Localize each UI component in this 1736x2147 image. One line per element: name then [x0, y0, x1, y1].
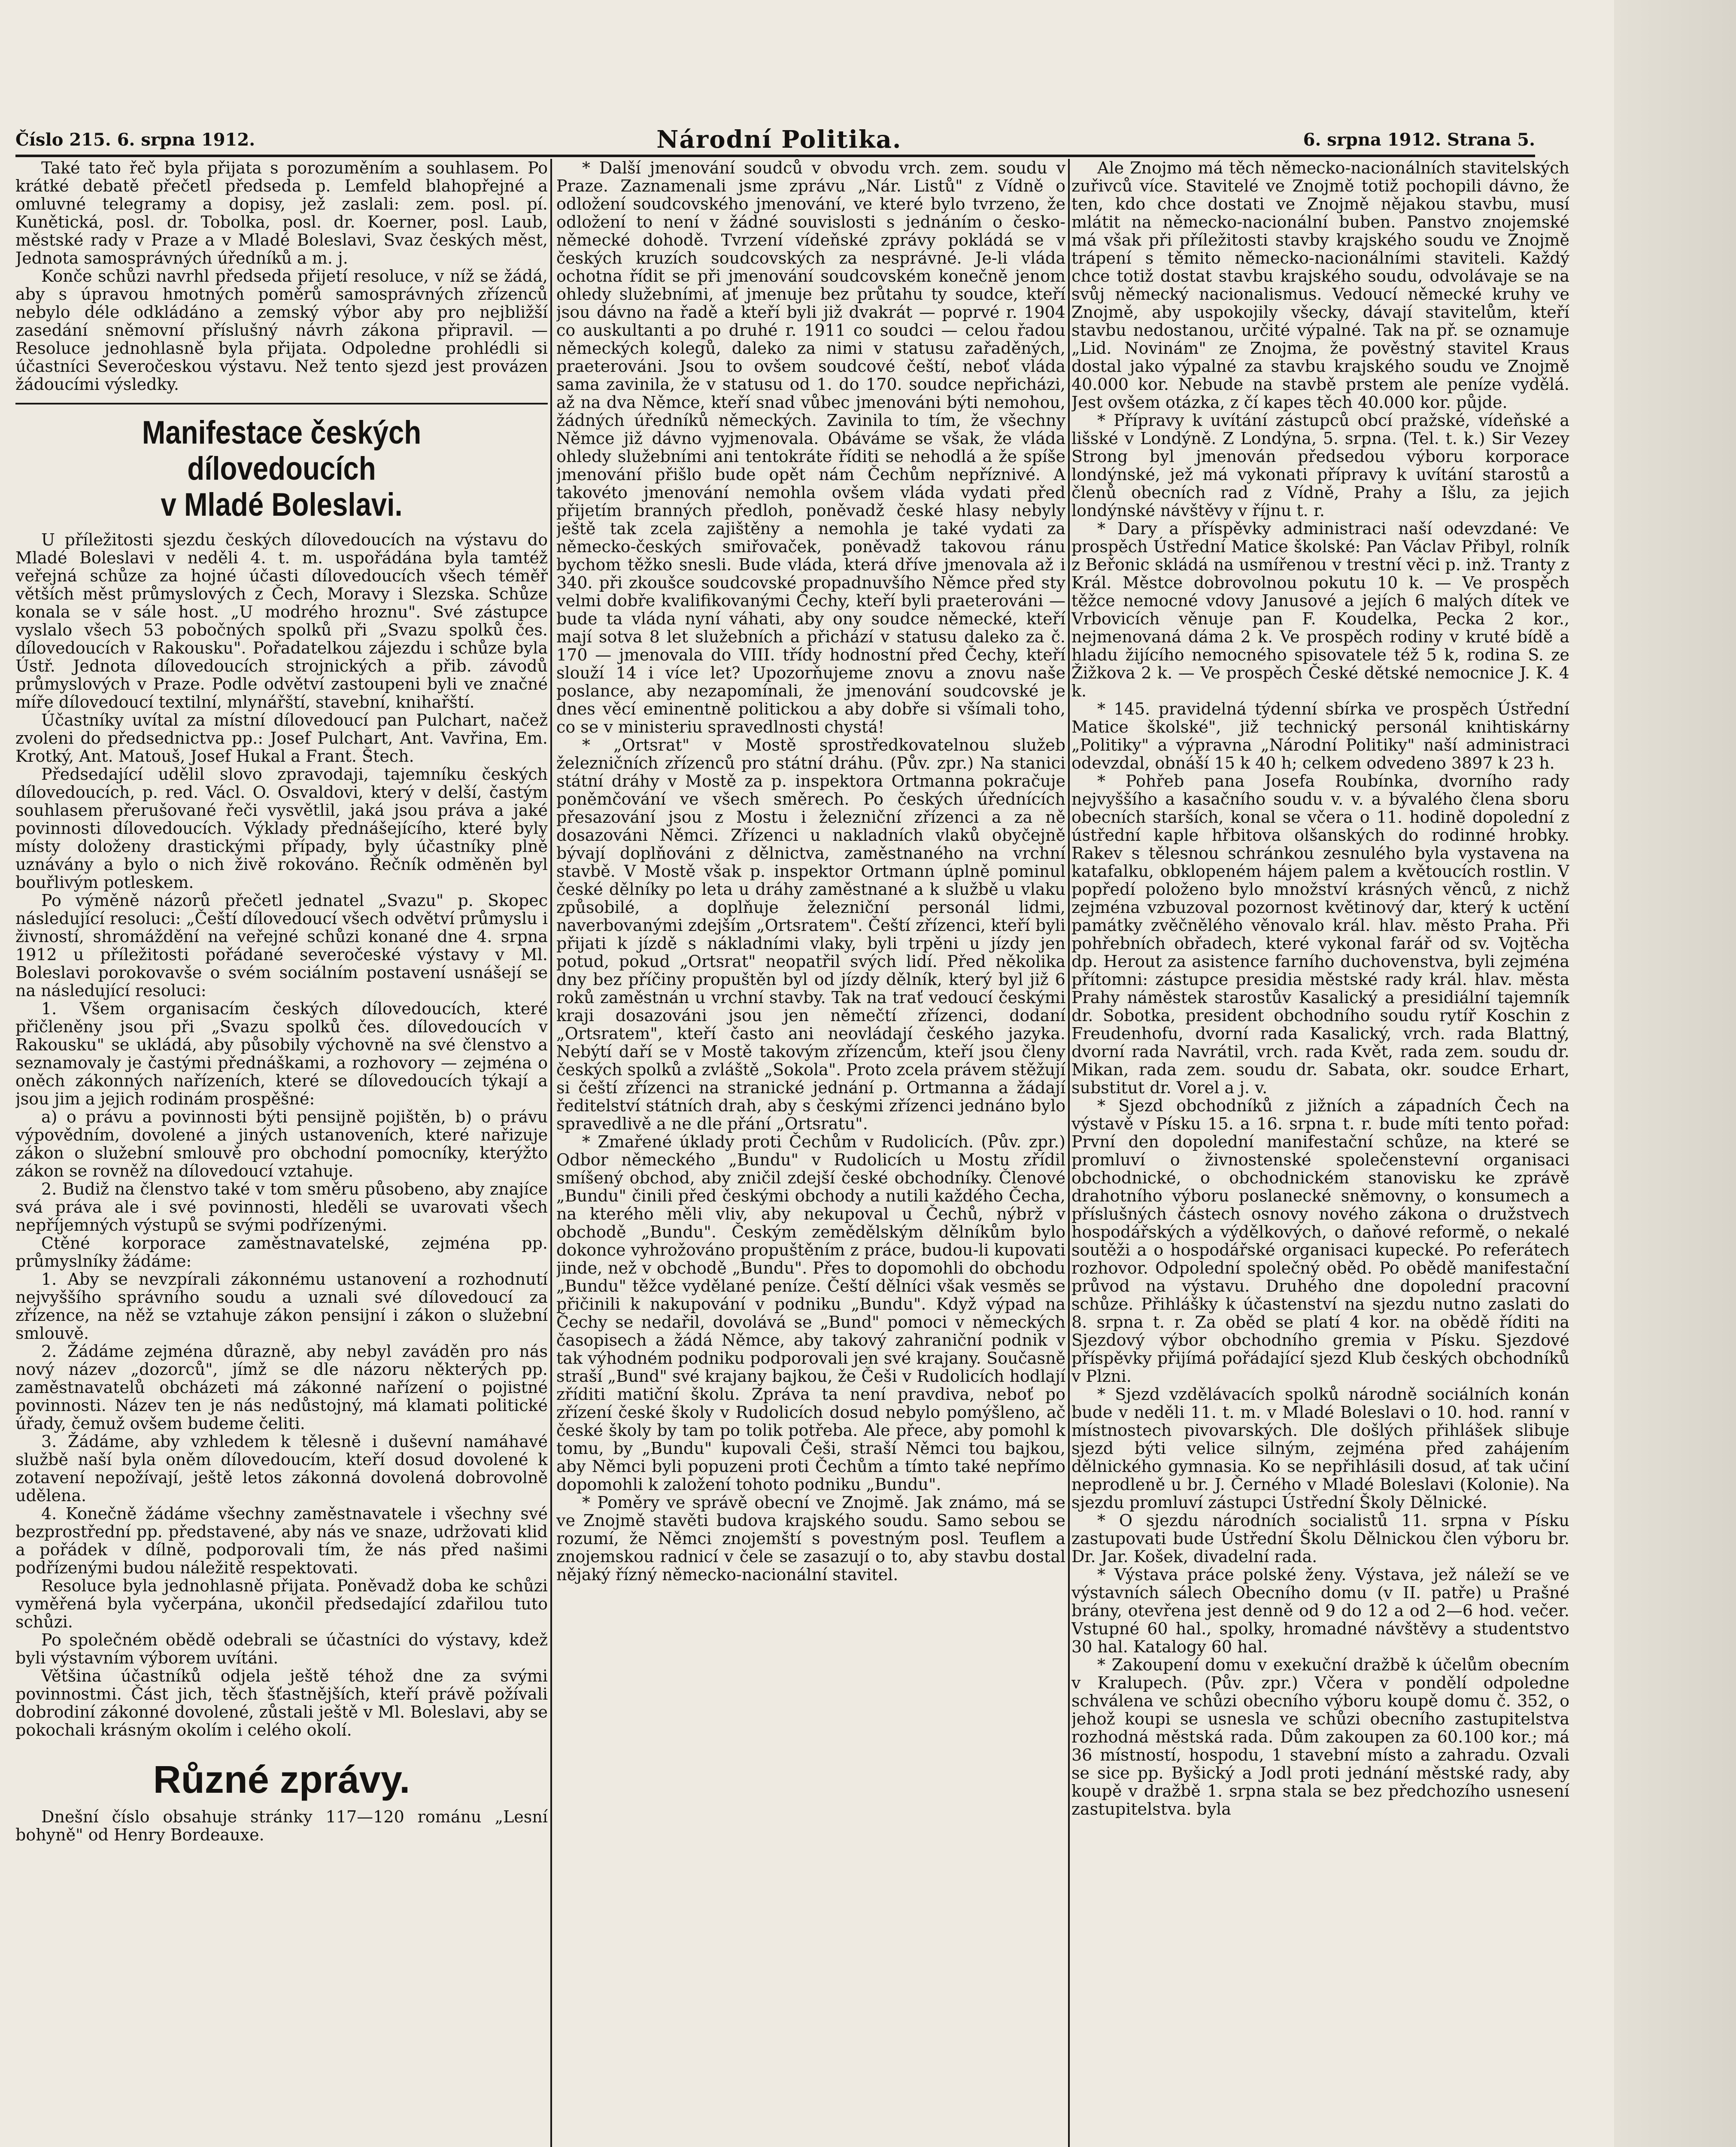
article-paragraph: Účastníky uvítal za místní dílovedoucí pan Pulchart, načež zvoleni do předsednictva pp.: Josef Pulchart, Ant. Vavřina, Em. Krotký, Ant. Matouš, Josef Hukal a Frant. Štech. — [15, 711, 548, 766]
article-paragraph: U příležitosti sjezdu českých dílovedoucích na výstavu do Mladé Boleslavi v neděli 4. t. m. uspořádána byla tamtéž veřejná schůze za hojné účasti dílovedoucích všech téměř větších měst průmyslových z Čech, Moravy i Slezska. Schůze konala se v sále host. „U modrého hroznu". Své zástupce vyslalo všech 53 pobočných spolků při „Svazu spolků čes. dílovedoucích v Rakousku". Pořadatelkou zájezdu i schůze byla Ústř. Jednota dílovedoucích strojnických a přib. závodů průmyslových v Praze. Podle odvětví zastoupeni byli ve značné míře dílovedoucí textilní, mlynářští, stavební, knihařští. — [15, 530, 548, 712]
article-paragraph: Ctěné korporace zaměstnavatelské, zejména pp. průmyslníky žádáme: — [15, 1234, 548, 1271]
column-left — [15, 159, 548, 2147]
news-item: * Zmařené úklady proti Čechům v Rudolicích. (Pův. zpr.) Odbor německého „Bundu" v Rudolicích u Mostu zřídil smíšený obchod, aby zničil zdejší české obchodníky. Členové „Bundu" činili před českými obchody a nutili každého Čecha, na kterého měli vliv, aby nekupoval u Čechů, nýbrž v obchodě „Bundu". Českým zemědělským dělníkům bylo dokonce vyhrožováno propuštěním z práce, budou-li kupovati jinde, než v obchodě „Bundu". Přes to dopomohli do obchodu „Bundu" těžce vydělané peníze. Čeští dělníci však vesměs se přičinili k nakupování v podniku „Bundu". Když výpad na Čechy se nedařil, dovolává se „Bund" pomoci v německých časopisech a žádá Němce, aby takový zahraniční podnik v tak výhodném podniku podporovali jen své krajany. Současně straší „Bund" své krajany bajkou, že Češi v Rudolicích hodlají zříditi matiční školu. Zpráva ta není pravdiva, neboť po zřízení české školy v Rudolicích dosud nebylo pomýšleno, ač české školy by tam po tolik potřeba. Ale přece, aby pomohl k tomu, by „Bundu" kupovali Češi, straší Němci tou bajkou, aby Němci byli popuzeni proti Čechům a tímto také nepřímo dopomohli k založení tohoto podniku „Bundu". — [556, 1132, 1065, 1494]
article-paragraph: 4. Konečně žádáme všechny zaměstnavatele i všechny své bezprostřední pp. představené, aby nás ve snaze, udržovati klid a pořádek v dílně, podporovali tím, že nás před našimi podřízenými budou náležitě respektovati. — [15, 1504, 548, 1577]
article-paragraph: Konče schůzi navrhl předseda přijetí resoluce, v níž se žádá, aby s úpravou hmotných poměrů samosprávných zřízenců nebylo déle odkládáno a zemský výbor aby pro nejbližší zasedání sněmovní příslušný návrh zákona připravil. — Resoluce jednohlasně byla přijata. Odpoledne prohlédli si účastníci Severočeskou výstavu. Než tento sjezd jest provázen žádoucími výsledky. — [15, 267, 548, 394]
column-right — [1071, 159, 1569, 2147]
headline-line: Manifestace českých dílovedoucích — [142, 414, 422, 487]
article-paragraph: a) o právu a povinnosti býti pensijně pojištěn, b) o právu výpovědním, dovolené a jiných ustanoveních, které nařizuje zákon o služební smlouvě pro obchodní pomocníky, kterýžto zákon se rovněž na dílovedoucí vztahuje. — [15, 1107, 548, 1180]
header-rule — [15, 155, 1535, 157]
article-paragraph: 2. Žádáme zejména důrazně, aby nebyl zaváděn pro nás nový název „dozorců", jímž se dle názoru některých pp. zaměstnavatelů obcházeti má zákonné nařízení o pojistné povinnosti. Název ten je nás nedůstojný, má klamati politické úřady, čemuž ovšem budeme čeliti. — [15, 1342, 548, 1433]
article-paragraph: Po výměně názorů přečetl jednatel „Svazu" p. Skopec následující resoluci: „Čeští dílovedoucí všech odvětví průmyslu i živností, shromáždění na veřejné schůzi konané dne 4. srpna 1912 u příležitosti pořádané severočeské výstavy v Ml. Boleslavi porokovavše o svém sociálním postavení usnášejí se na následující resoluci: — [15, 891, 548, 1000]
article-paragraph: 1. Aby se nevzpírali zákonnému ustanovení a rozhodnutí nejvyššího správního soudu a uznali své dílovedoucí za zřízence, na něž se vztahuje zákon pensijní i zákon o služební smlouvě. — [15, 1270, 548, 1343]
article-paragraph: 1. Všem organisacím českých dílovedoucích, které přičleněny jsou při „Svazu spolků čes. dílovedoucích v Rakousku" se ukládá, aby působily výchovně na své členstvo a seznamovaly je častými přednáškami, a rozhovory — zejména o oněch zákonných nařízeních, které se dílovedoucích týkají a jsou jim a jejich rodinám prospěšné: — [15, 999, 548, 1108]
news-item: * Výstava práce polské ženy. Výstava, jež náleží se ve výstavních sálech Obecního domu (v II. patře) u Prašné brány, otevřena jest denně od 9 do 12 a od 2—6 hod. večer. Vstupné 60 hal., spolky, hromadné návštěvy a studentstvo 30 hal. Katalogy 60 hal. — [1071, 1565, 1569, 1656]
section-headline: Různé zprávy. — [153, 1758, 410, 1801]
news-item: * Pohřeb pana Josefa Roubínka, dvorního rady nejvyššího a kasačního soudu v. v. a bývalého člena sboru obecních starších, konal se včera o 11. hodině dopolední z ústřední kaple hřbitova olšanských do rodinné hrobky. Rakev s tělesnou schránkou zesnulého byla vystavena na katafalku, obklopeném hájem palem a květoucích rostlin. V popředí položeno bylo množství krásných věnců, z nichž zejména vzbuzoval pozornost květinový dar, který k uctění památky zvěčnělého věnovalo král. hlav. město Praha. Při pohřebních obřadech, které vykonal farář od sv. Vojtěcha dp. Herout za asistence farního duchovenstva, byli zejména přítomni: zástupce presidia městské rady král. hlav. města Prahy náměstek starostův Kasalický a presidiální tajemník dr. Sobotka, president obchodního soudu rytíř Koschin z Freudenhofu, dvorní rada Kasalický, vrch. rada Blattný, dvorní rada Navrátil, vrch. rada Květ, rada zem. soudu dr. Mikan, rada zem. soudu dr. Sabata, okr. soudce Erhart, substitut dr. Vorel a j. v. — [1071, 772, 1569, 1097]
column-middle — [556, 159, 1065, 2147]
issue-number: Číslo 215. 6. srpna 1912. — [15, 129, 255, 150]
news-item: * „Ortsrat" v Mostě sprostředkovatelnou služeb železničních zřízenců pro státní dráhu. (Pův. zpr.) Na stanici státní dráhy v Mostě za p. inspektora Ortmanna pokračuje poněmčování ve všech směrech. Po českých úřednících přesazování jsou z Mostu i železniční zřízenci a za ně dosazováni Němci. Zřízenci u nakladních vlaků obyčejně bývají doplňováni z dělnictva, zaměstnaného na vrchní stavbě. V Mostě však p. inspektor Ortmann úplně pominul české dělníky po leta u dráhy zaměstnané a k službě u vlaku způsobilé, a doplňuje železniční personál lidmi, naverbovanými zdejším „Ortsratem". Čeští zřízenci, kteří byli přijati k jízdě s nákladními vlaky, byli trpěni u jízdy jen potud, pokud „Ortsrat" neopatřil svých lidí. Před několika dny bez příčiny propuštěn byl od jízdy dělník, který byl již 6 roků zaměstnán u vrchní stavby. Tak na trať vedoucí českými kraji dosazováni jsou jen němečtí zřízenci, dodaní „Ortsratem", kteří často ani neovládají českého jazyka. Nebýtí daří se v Mostě takovým zřízencům, kteří jsou členy českých spolků a zvláště „Sokola". Proto zcela právem stěžují si čeští zřízenci na stranické jednání p. Ortmanna a žádají ředitelství státních drah, aby s českými zřízenci jednáno bylo spravedlivě a ne dle přání „Ortsratu". — [556, 736, 1065, 1133]
news-item: * Sjezd vzdělávacích spolků národně sociálních konán bude v neděli 11. t. m. v Mladé Boleslavi o 10. hod. ranní v místnostech pivovarských. Dle došlých přihlášek slibuje sjezd býti velice silným, zejména před zahájením dělnického gymnasia. Ko se nepřihlásili dosud, ať tak učiní neprodleně u br. J. Černého v Mladé Boleslavi (Kolonie). Na sjezdu promluví zástupci Ústřední Školy Dělnické. — [1071, 1385, 1569, 1512]
page-header — [15, 125, 1535, 155]
page-margin — [1614, 0, 1736, 2147]
news-item: * 145. pravidelná týdenní sbírka ve prospěch Ústřední Matice školské", již technický personál knihtiskárny „Politiky" a výpravna „Národní Politiky" naší administraci odevzdal, obnáší 15 k 40 h; celkem odvedeno 3897 k 23 h. — [1071, 699, 1569, 772]
article-paragraph: Dnešní číslo obsahuje stránky 117—120 románu „Lesní bohyně" od Henry Bordeauxe. — [15, 1807, 548, 1844]
article-paragraph: 3. Žádáme, aby vzhledem k tělesně i duševní namáhavé službě naší byla oněm dílovedoucím, kteří dosud dovolené k zotavení nepožívají, ještě letos zákonná dovolená dobrovolně udělena. — [15, 1432, 548, 1505]
news-item: * Sjezd obchodníků z jižních a západních Čech na výstavě v Písku 15. a 16. srpna t. r. bude míti tento pořad: První den dopolední manifestační schůze, na které se promluví o živnostenské společenstevní organisaci obchodnické, o obchodnickém stanovisku ke zprávě drahotního výboru poslanecké sněmovny, o konsumech a příslušných částech osnovy nového zákona o družstvech hospodářských a výdělkových, o daňové reformě, o nekalé soutěži a o hospodářské organisaci kupecké. Po referátech rozhovor. Odpolední společný oběd. Po obědě manifestační průvod na výstavu. Druhého dne dopolední pracovní schůze. Přihlášky k účastenství na sjezdu nutno zaslati do 8. srpna t. r. Za oběd se platí 4 kor. na obědě říditi na Sjezdový výbor obchodního gremia v Písku. Sjezdové příspěvky přijímá pořádající sjezd Klub českých obchodníků v Plzni. — [1071, 1096, 1569, 1386]
news-item: * Zakoupení domu v exekuční dražbě k účelům obecním v Kralupech. (Pův. zpr.) Včera v pondělí odpoledne schválena ve schůzi obecního výboru koupě domu č. 352, o jehož koupi se usnesla ve schůzi obecního zastupitelstva rozhodná městská rada. Dům zakoupen za 60.100 kor.; má 36 místností, hospodu, 1 stavební místo a zahradu. Ozvali se sice pp. Byšický a Jodl proti jednání městské rady, aby koupě v dražbě 1. srpna stala se bez předchozího usnesení zastupitelstva. byla — [1071, 1655, 1569, 1819]
news-item: * O sjezdu národních socialistů 11. srpna v Písku zastupovati bude Ústřední Školu Dělnickou člen výboru br. Dr. Jar. Košek, divadelní rada. — [1071, 1511, 1569, 1566]
news-item: * Další jmenování soudců v obvodu vrch. zem. soudu v Praze. Zaznamenali jsme zprávu „Nár. Listů" z Vídně o odložení soudcovského jmenování, ve které bylo tvrzeno, že odložení to není v žádné souvislosti s jednáním o česko-německé dohodě. Tvrzení vídeňské zprávy pokládá se v českých kruzích soudcovských za nesprávné. Je-li vláda ochotna řídit se při jmenování soudcovském konečně jenom ohledy služebními, ať jmenuje bez průtahu ty soudce, kteří jsou dávno na řadě a kteří byli již dvakrát — poprvé r. 1904 co auskultanti a po druhé r. 1911 co soudci — celou řadou německých kolegů, daleko za nimi v statusu zařaděných, praeterováni. Jsou to ovšem soudcové čeští, neboť vláda sama zavinila, že v statusu od 1. do 170. soudce nepřicházi, až na dva Němce, kteří snad vůbec jmenováni býti nemohou, žádných úředníků německých. Zavinila to tím, že všechny Němce již dávno vyjmenovala. Obáváme se však, že vláda ohledy služebními ani tentokráte říditi se nehodlá a že spíše jmenování přišlo bude opět nám Čechům nepříznivé. A takovéto jmenování nemohla ovšem vláda vydati před přijetím branných předloh, poněvadž české hlasy nebyly ještě tak zcela zajištěny a nemohla je také vydati za německo-českých smiřovaček, poněvadž takovou ránu bychom těžko snesli. Bude vláda, která dříve jmenovala až i 340. při zkoušce soudcovské propadnuvšího Němce před sty velmi dobře kvalifikovanými Čechy, kteří byli praeterováni — bude ta vláda nyní váhati, aby ony soudce německé, kteří mají sotva 8 let služebních a přichází v statusu daleko za č. 170 — jmenovala do VIII. třídy hodnostní před Čechy, kteří slouží 14 i více let? Upozorňujeme znovu a znovu naše poslance, aby nezapomínali, že jmenování soudcovské je dnes věcí eminentně politickou a aby dobře si všímali toho, co se v ministeriu spravedlnosti chystá! — [556, 159, 1065, 736]
section-divider — [15, 403, 548, 404]
column-divider — [1068, 159, 1070, 2147]
article-paragraph: Resoluce byla jednohlasně přijata. Poněvadž doba ke schůzi vyměřená byla vyčerpána, ukončil předsedající zdařilou tuto schůzi. — [15, 1576, 548, 1631]
page-number: 6. srpna 1912. Strana 5. — [1303, 129, 1535, 150]
article-paragraph: Většina účastníků odjela ještě téhož dne za svými povinnostmi. Část jich, těch šťastnějších, kteří právě požívali dobrodiní zákonné dovolené, zůstali ještě v Ml. Boleslavi, aby se pokochali krásným okolím i celého okolí. — [15, 1667, 548, 1739]
column-divider — [550, 159, 552, 2147]
headline-line: v Mladé Boleslavi. — [161, 487, 403, 523]
article-paragraph: Po společném obědě odebrali se účastníci do výstavy, kdež byli výstavním výborem uvítáni. — [15, 1630, 548, 1667]
news-item: Ale Znojmo má těch německo-nacionálních stavitelských zuřivců více. Stavitelé ve Znojmě totiž pochopili dávno, že ten, kdo chce dostati ve Znojmě nějakou stavbu, musí mlátit na německo-nacionální buben. Panstvo znojemské má však při příležitosti stavby krajského soudu ve Znojmě trápení s těmito německo-nacionálními staviteli. Každý chce totiž dostat stavbu krajského soudu, odvolávaje se na svůj německý nacionalismus. Vedoucí německé kruhy ve Znojmě, aby uspokojily všecky, dávají stavitelům, kteří stavbu nedostanou, určité výpalné. Tak na př. se oznamuje „Lid. Novinám" ze Znojma, že pověstný stavitel Kraus dostal jako výpalné za stavbu krajského soudu ve Znojmě 40.000 kor. Nebude na stavbě prstem ale peníze vydělá. Jest ovšem otázka, z čí kapes těch 40.000 kor. půjde. — [1071, 159, 1569, 412]
news-item: * Dary a příspěvky administraci naší odevzdané: Ve prospěch Ústřední Matice školské: Pan Václav Přibyl, rolník z Beřonic skládá na usmířenou v trestní věci p. inž. Tranty z Král. Městce dobrovolnou pokutu 10 k. — Ve prospěch těžce nemocné vdovy Janusové a jejích 6 malých dítek ve Vrbovicích věnuje pan F. Koudelka, Pecka 2 kor., nejmenovaná dáma 2 k. Ve prospěch rodiny v kruté bídě a hladu žijícího nemocného spisovatele též 5 k, rodina S. ze Žižkova 2 k. — Ve prospěch České dětské nemocnice J. K. 4 k. — [1071, 519, 1569, 700]
news-item: * Přípravy k uvítání zástupců obcí pražské, vídeňské a lišské v Londýně. Z Londýna, 5. srpna. (Tel. t. k.) Sir Vezey Strong byl jmenován předsedou výboru korporace londýnské, jež má vykonati přípravy k uvítání starostů a členů obecních rad z Vídně, Prahy a Išlu, za jejich londýnské návštěvy v říjnu t. r. — [1071, 411, 1569, 520]
article-headline — [15, 415, 548, 523]
article-paragraph: 2. Budiž na členstvo také v tom směru působeno, aby znajíce svá práva ale i své povinnosti, hleděli se uvarovati všech nepříjemných výstupů se svými podřízenými. — [15, 1180, 548, 1235]
masthead-title: Národní Politika. — [656, 125, 902, 154]
news-item: * Poměry ve správě obecní ve Znojmě. Jak známo, má se ve Znojmě stavěti budova krajského soudu. Samo sebou se rozumí, že Němci znojemští s povestným posl. Teuflem a znojemskou radnicí v čele se zasazují o to, aby stavbu dostal nějaký řízný německo-nacionální stavitel. — [556, 1493, 1065, 1584]
article-paragraph: Také tato řeč byla přijata s porozuměním a souhlasem. Po krátké debatě přečetl předseda p. Lemfeld blahopřejné a omluvné telegramy a dopisy, jež zaslali: zem. posl. pí. Kunětická, posl. dr. Tobolka, posl. dr. Koerner, posl. Laub, městské rady v Praze a v Mladé Boleslavi, Svaz českých měst, Jednota samosprávných úředníků a m. j. — [15, 159, 548, 268]
article-paragraph: Předsedající udělil slovo zpravodaji, tajemníku českých dílovedoucích, p. red. Václ. O. Osvaldovi, který v delší, častým souhlasem přerušované řeči vysvětlil, jaká jsou práva a jaké povinnosti dílovedoucích. Výklady přednášejícího, které byly místy doloženy drastickými případy, byly účastníky plně uznávány a bylo o nich živě rokováno. Řečník odměněn byl bouřlivým potleskem. — [15, 765, 548, 892]
